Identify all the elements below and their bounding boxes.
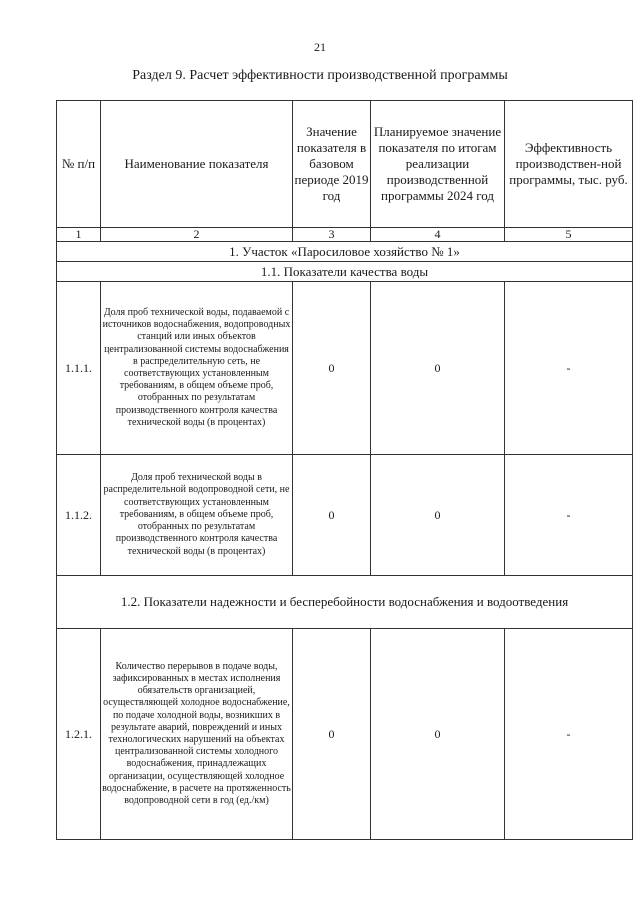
row-efficiency-value: - [505, 629, 633, 840]
column-number: 3 [293, 228, 371, 242]
subsection-heading: 1.1. Показатели качества воды [57, 262, 633, 282]
header-efficiency: Эффективность производствен-ной программы, тыс. руб. [505, 101, 633, 228]
row-indicator-name: Доля проб технической воды в распределительной водопроводной сети, не соответствующих установленным требованиям, в общем объеме проб, отобранных по результатам производственного контроля качества технической воды (в процентах) [101, 455, 293, 576]
section-title: Раздел 9. Расчет эффективности производственной программы [132, 68, 508, 83]
subsection-row [57, 576, 633, 629]
header-row [57, 101, 633, 228]
row-indicator-name: Доля проб технической воды, подаваемой с источников водоснабжения, водопроводных станций или иных объектов централизованной системы водоснабжения в распределительную сеть, не соответствующих установленным требованиям, в общем объеме проб, отобранных по результатам производственного контроля качества технической воды (в процентах) [101, 282, 293, 455]
column-number: 2 [101, 228, 293, 242]
page-number: 21 [314, 40, 326, 54]
section-heading: 1. Участок «Паросиловое хозяйство № 1» [57, 242, 633, 262]
header-base-value: Значение показателя в базовом периоде 2019 год [293, 101, 371, 228]
row-code: 1.1.1. [57, 282, 101, 455]
row-code: 1.1.2. [57, 455, 101, 576]
row-base-value: 0 [293, 629, 371, 840]
header-number: № п/п [57, 101, 101, 228]
row-planned-value: 0 [371, 629, 505, 840]
row-indicator-name: Количество перерывов в подаче воды, зафиксированных в местах исполнения обязательств организацией, осуществляющей холодное водоснабжение, по подаче холодной воды, возникших в результате аварий, повреждений и иных технологических нарушений на объектах централизованной системы холодного водоснабжения, принадлежащих организации, осуществляющей холодное водоснабжение, в расчете на протяженность водопроводной сети в год (ед./км) [101, 629, 293, 840]
table-row [57, 282, 633, 455]
column-number: 1 [57, 228, 101, 242]
efficiency-table [56, 100, 633, 840]
column-numbers-row [57, 228, 633, 242]
table-row [57, 629, 633, 840]
table-row [57, 455, 633, 576]
row-efficiency-value: - [505, 282, 633, 455]
row-planned-value: 0 [371, 455, 505, 576]
row-base-value: 0 [293, 282, 371, 455]
row-planned-value: 0 [371, 282, 505, 455]
header-indicator-name: Наименование показателя [101, 101, 293, 228]
row-efficiency-value: - [505, 455, 633, 576]
column-number: 4 [371, 228, 505, 242]
row-code: 1.2.1. [57, 629, 101, 840]
row-base-value: 0 [293, 455, 371, 576]
section-row [57, 242, 633, 262]
subsection-heading: 1.2. Показатели надежности и бесперебойности водоснабжения и водоотведения [57, 576, 633, 629]
column-number: 5 [505, 228, 633, 242]
subsection-row [57, 262, 633, 282]
header-planned-value: Планируемое значение показателя по итогам реализации производственной программы 2024 год [371, 101, 505, 228]
